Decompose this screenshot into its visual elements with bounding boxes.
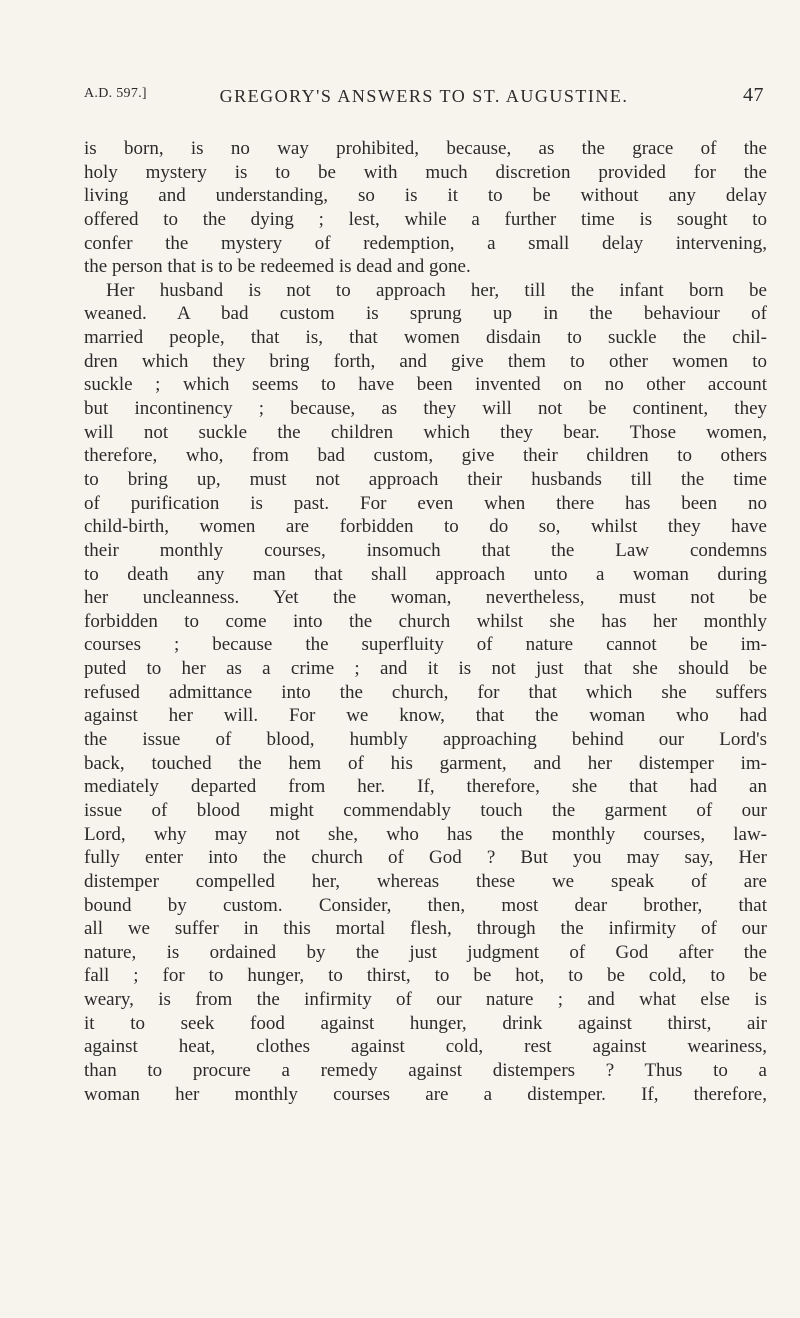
text-line: to bring up, must not approach their husbands till the time <box>84 468 767 490</box>
text-line: of purification is past. For even when there has been no <box>84 492 767 514</box>
page-number: 47 <box>743 84 764 106</box>
running-head <box>84 86 764 110</box>
text-line: holy mystery is to be with much discretion provided for the <box>84 161 767 183</box>
text-line: fully enter into the church of God ? But you may say, Her <box>84 847 767 869</box>
text-line: fall ; for to hunger, to thirst, to be hot, to be cold, to be <box>84 965 767 987</box>
text-line: all we suffer in this mortal flesh, through the infirmity of our <box>84 918 767 940</box>
text-line: the person that is to be redeemed is dead and gone. <box>84 256 471 278</box>
text-line: suckle ; which seems to have been invented on no other account <box>84 374 767 396</box>
text-line: weary, is from the infirmity of our nature ; and what else is <box>84 989 767 1011</box>
text-line: the issue of blood, humbly approaching behind our Lord's <box>84 729 767 751</box>
text-line: forbidden to come into the church whilst she has her monthly <box>84 610 767 632</box>
text-line: bound by custom. Consider, then, most dear brother, that <box>84 894 767 916</box>
text-line: their monthly courses, insomuch that the Law condemns <box>84 539 767 561</box>
running-head-title: GREGORY'S ANSWERS TO ST. AUGUSTINE. <box>219 86 629 106</box>
text-line: woman her monthly courses are a distemper. If, therefore, <box>84 1083 767 1105</box>
text-line: is born, is no way prohibited, because, as the grace of the <box>84 138 767 159</box>
text-line: to death any man that shall approach unto a woman during <box>84 563 767 585</box>
text-line: than to procure a remedy against distempers ? Thus to a <box>84 1059 767 1081</box>
text-line: refused admittance into the church, for that which she suffers <box>84 681 767 703</box>
text-line: it to seek food against hunger, drink against thirst, air <box>84 1012 767 1034</box>
text-line: nature, is ordained by the just judgment of God after the <box>84 941 767 963</box>
text-line: therefore, who, from bad custom, give their children to others <box>84 445 767 467</box>
text-line: back, touched the hem of his garment, and her distemper im- <box>84 752 767 774</box>
text-line: mediately departed from her. If, therefore, she that had an <box>84 776 767 798</box>
text-line: but incontinency ; because, as they will not be continent, they <box>84 398 767 420</box>
running-head-date: A.D. 597.] <box>84 86 147 101</box>
text-line: puted to her as a crime ; and it is not just that she should be <box>84 658 767 680</box>
text-line: dren which they bring forth, and give them to other women to <box>84 350 767 372</box>
text-line: married people, that is, that women disdain to suckle the chil- <box>84 327 767 349</box>
paragraph-1 <box>84 137 767 279</box>
body-text <box>84 137 767 1106</box>
text-line: her uncleanness. Yet the woman, nevertheless, must not be <box>84 587 767 609</box>
paragraph-2 <box>84 279 767 1106</box>
text-line: confer the mystery of redemption, a small delay intervening, <box>84 232 767 254</box>
text-line: will not suckle the children which they bear. Those women, <box>84 421 767 443</box>
text-line: living and understanding, so is it to be without any delay <box>84 185 767 207</box>
text-line: against heat, clothes against cold, rest against weariness, <box>84 1036 767 1058</box>
text-line: Lord, why may not she, who has the monthly courses, law- <box>84 823 767 845</box>
text-line: issue of blood might commendably touch the garment of our <box>84 799 767 821</box>
text-line: courses ; because the superfluity of nature cannot be im- <box>84 634 767 656</box>
text-line: against her will. For we know, that the woman who had <box>84 705 767 727</box>
text-line: offered to the dying ; lest, while a further time is sought to <box>84 208 767 230</box>
text-line: distemper compelled her, whereas these we speak of are <box>84 870 767 892</box>
text-line: weaned. A bad custom is sprung up in the behaviour of <box>84 303 767 325</box>
text-line: Her husband is not to approach her, till the infant born be <box>106 279 767 301</box>
text-line: child-birth, women are forbidden to do so, whilst they have <box>84 516 767 538</box>
